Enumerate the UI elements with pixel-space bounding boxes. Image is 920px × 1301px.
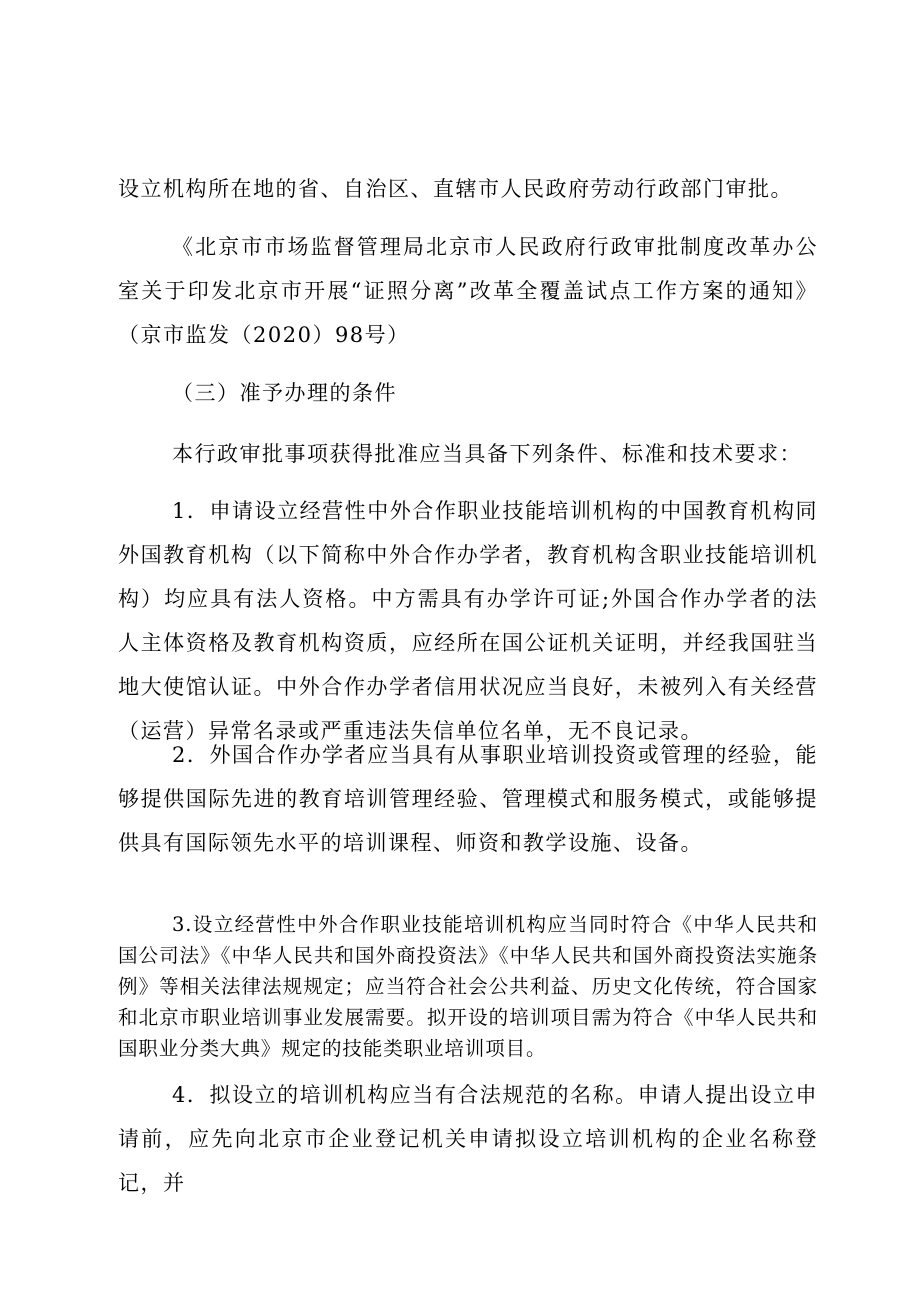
paragraph-notice-reference: 《北京市市场监督管理局北京市人民政府行政审批制度改革办公室关于印发北京市开展“证照分离”改革全覆盖试点工作方案的通知》（京市监发（2020）98号） [118, 235, 818, 347]
paragraph-requirements-intro: 本行政审批事项获得批准应当具备下列条件、标准和技术要求： [172, 442, 802, 466]
paragraph-condition-2: 2．外国合作办学者应当具有从事职业培训投资或管理的经验，能够提供国际先进的教育培训管理经验、管理模式和服务模式，或能够提供具有国际领先水平的培训课程、师资和教学设施、设备。 [118, 743, 818, 855]
paragraph-condition-4: 4．拟设立的培训机构应当有合法规范的名称。申请人提出设立申请前，应先向北京市企业登记机关申请拟设立培训机构的企业名称登记，并 [118, 1083, 818, 1195]
paragraph-condition-1: 1．申请设立经营性中外合作职业技能培训机构的中国教育机构同外国教育机构（以下简称中外合作办学者，教育机构含职业技能培训机构）均应具有法人资格。中方需具有办学许可证;外国合作办学者的法人主体资格及教育机构资质，应经所在国公证机关证明，并经我国驻当地大使馆认证。中外合作办学者信用状况应当良好，未被列入有关经营（运营）异常名录或严重违法失信单位名单，无不良记录。 [118, 499, 818, 743]
paragraph-approval-authority: 设立机构所在地的省、自治区、直辖市人民政府劳动行政部门审批。 [118, 177, 793, 201]
paragraph-condition-3: 3.设立经营性中外合作职业技能培训机构应当同时符合《中华人民共和国公司法》《中华人民共和国外商投资法》《中华人民共和国外商投资法实施条例》等相关法律法规规定；应当符合社会公共利益、历史文化传统，符合国家和北京市职业培训事业发展需要。拟开设的培训项目需为符合《中华人民共和国职业分类大典》规定的技能类职业培训项目。 [118, 913, 818, 1060]
section-heading-conditions: （三）准予办理的条件 [172, 381, 397, 405]
